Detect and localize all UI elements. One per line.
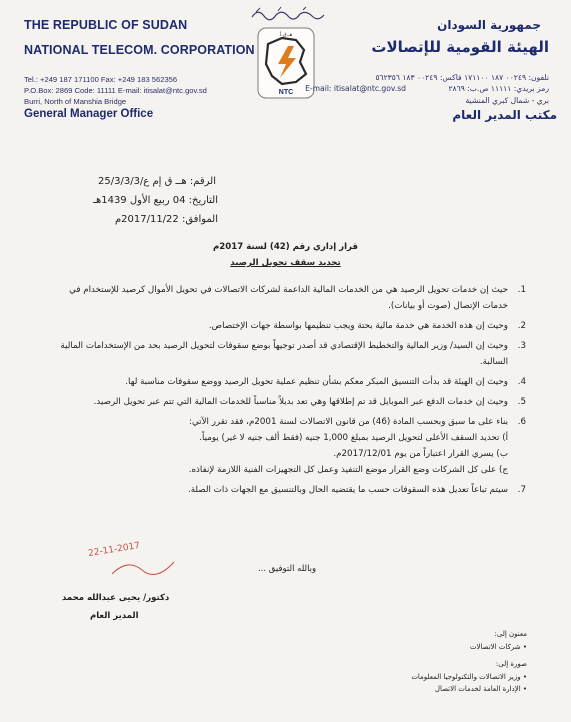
logo-top-text: هـ.ق.أ: [279, 32, 293, 38]
date-gregorian: الموافق: 2017/11/22م: [114, 214, 218, 225]
decision-items: [44, 282, 526, 502]
list-item: 3. وحيث إن السيد/ وزير المالية والتخطيط الإقتصادي قد أصدر توجيهاً بوضع سقوفات لتحويل الرصيد بحد من الإستخدامات المالية السالبة.: [60, 341, 526, 367]
list-item: 1. حيث إن خدمات تحويل الرصيد هي من الخدمات المالية الداعمة لشركات الاتصالات في تحويل الأموال كرصيد للإستخدام في خدمات الإتصال (صوت أو بيانات).: [69, 285, 526, 311]
office-ar: مكتب المدير العام: [452, 108, 557, 122]
addressed-to-item: • شركات الاتصالات: [469, 643, 527, 651]
list-item: 7. سيتم تباعاً تعديل هذه السقوفات حسب ما يقتضيه الحال وبالتنسيق مع الجهات ذات الصلة.: [188, 485, 526, 495]
list-item: 2. وحيث إن هذه الخدمة هي خدمة مالية بحتة ويجب تنظيمها بواسطة جهات الإختصاص.: [208, 321, 526, 331]
copy-to-item: • الإدارة العامة لخدمات الاتصال: [434, 685, 527, 693]
decision-subtitle: تحديد سقف تحويل الرصيد: [230, 258, 341, 268]
pobox-ar: رمز بريدي: ١١١١١ ص.ب: ٢٨٦٩: [448, 84, 549, 93]
list-item: 4. وحيث إن الهيئة قد بدأت التنسيق المبكر معكم بشأن تنظيم عملية تحويل الرصيد ووضع سقوفات مناسبة لها.: [125, 377, 526, 387]
republic-ar: جمهورية السودان: [437, 18, 541, 32]
address-ar: بري - شمال كبري المنشية: [465, 96, 549, 105]
signature-scribble: [108, 548, 178, 584]
date-hijri: التاريخ: 04 ربيع الأول 1439هـ: [93, 195, 218, 206]
closing-phrase: وبالله التوفيق ...: [258, 564, 317, 574]
sub-item-a: أ) تحديد السقف الأعلى لتحويل الرصيد بمبلغ 1,000 جنيه (فقط ألف جنيه لا غير) يومياً.: [199, 433, 508, 443]
addressed-to-heading: معنون إلى:: [494, 630, 527, 638]
office-en: General Manager Office: [24, 108, 154, 120]
republic-en: THE REPUBLIC OF SUDAN: [24, 18, 188, 32]
signatory-name: دكتور/ يحيى عبدالله محمد: [62, 593, 170, 603]
sub-item-b: ب) يسري القرار اعتباراً من يوم 2017/12/01م.: [333, 449, 508, 459]
corp-ar: الهيئة القومية للإتصالات: [371, 38, 549, 56]
decision-title: قرار إداري رقم (42) لسنة 2017م: [212, 242, 359, 252]
reference-number: الرقم: هــ ق إم ع/25/3/3/3: [98, 176, 216, 187]
list-item: 5. وحيث إن خدمات الدفع عبر الموبايل قد تم إطلاقها وهي تعد بديلاً مناسباً للخدمات المالية التي تتم عبر تحويل الرصيد.: [93, 397, 526, 407]
address-en: Burri, North of Manshia Bridge: [24, 97, 127, 106]
signatory-role: المدير العام: [90, 611, 139, 621]
copy-to-item: • وزير الاتصالات والتكنولوجيا المعلومات: [411, 673, 527, 681]
list-item: 6. بناء على ما سبق وبحسب المادة (46) من قانون الاتصالات لسنة 2001م، فقد تقرر الآتي:: [189, 417, 526, 427]
sub-item-c: ج) على كل الشركات وضع القرار موضع التنفيذ وعمل كل التجهيزات الفنية اللازمة لإنفاذه.: [188, 465, 508, 475]
logo-label: NTC: [278, 89, 294, 96]
copy-to-heading: صورة إلى:: [495, 660, 527, 668]
corp-en: NATIONAL TELECOM. CORPORATION: [24, 43, 255, 57]
handwritten-date: 22-11-2017: [87, 540, 141, 560]
bismillah-calligraphy: [248, 4, 326, 22]
tel-ar: تلفون: ٠٠٢٤٩ ١٨٧ ١٧١١٠٠ فاكس: ٠٠٢٤٩ ١٨٣ ٥٦٢٣٥٦: [375, 73, 549, 82]
pobox-en: P.O.Box: 2869 Code: 11111 E-mail: itisalat@ntc.gov.sd: [24, 86, 207, 95]
email-ar: E-mail: itisalat@ntc.gov.sd: [305, 84, 406, 93]
tel-en: Tel.: +249 187 171100 Fax: +249 183 562356: [24, 75, 178, 84]
